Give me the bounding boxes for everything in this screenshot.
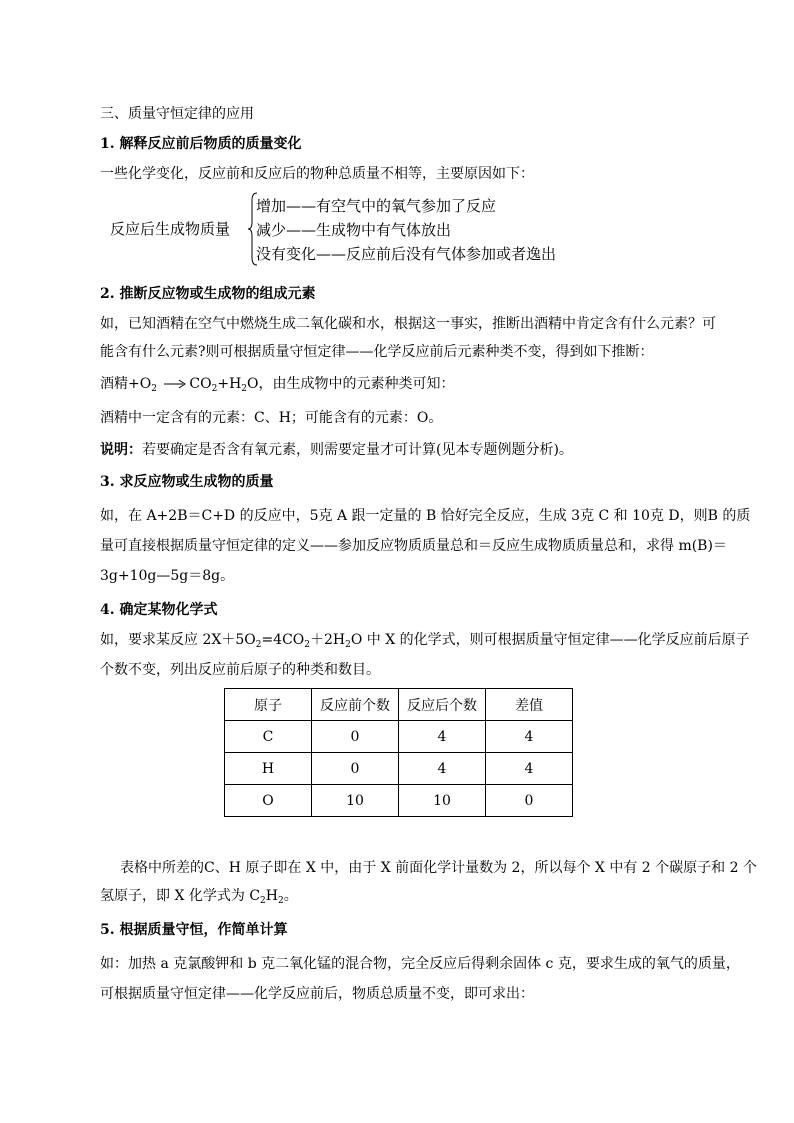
atom-count-table bbox=[224, 688, 573, 817]
s4-after1: 表格中所差的C、H 原子即在 X 中，由于 X 前面化学计量数为 2，所以每个 X 中有 2 个碳原子和 2 个 bbox=[120, 860, 757, 876]
s2-conclusion: 酒精中一定含有的元素：C、H；可能含有的元素：O。 bbox=[100, 410, 443, 426]
table-cell: 4 bbox=[486, 753, 573, 785]
table-cell: 0 bbox=[312, 721, 399, 753]
note-text: 若要确定是否含有氧元素，则需要定量才可计算(见本专题例题分析)。 bbox=[142, 442, 573, 458]
table-header: 原子 bbox=[225, 689, 312, 721]
section-title: 三、质量守恒定律的应用 bbox=[100, 106, 254, 122]
s2-para-line2: 能含有什么元素?则可根据质量守恒定律——化学反应前后元素种类不变，得到如下推断： bbox=[100, 344, 654, 360]
table-row bbox=[225, 753, 573, 785]
s3-line3: 3g+10g—5g＝8g。 bbox=[100, 568, 235, 584]
subscript: 2 bbox=[277, 896, 284, 906]
brace-label: 反应后生成物质量 bbox=[110, 220, 231, 238]
s4-text-part: H bbox=[265, 888, 278, 904]
s2-para-line1: 如，已知酒精在空气中燃烧生成二氧化碳和水，根据这一事实，推断出酒精中肯定含有什么元素？可 bbox=[100, 316, 716, 332]
s3-line1: 如，在 A+2B＝C+D 的反应中，5克 A 跟一定量的 B 恰好完全反应，生成 3克 C 和 10克 D，则B 的质 bbox=[100, 508, 751, 524]
heading-4: 4. 确定某物化学式 bbox=[100, 602, 218, 618]
s4-text-part: 如，要求某反应 2X＋5O bbox=[100, 632, 256, 648]
heading-3: 3. 求反应物或生成物的质量 bbox=[100, 474, 274, 490]
s3-line2: 量可直接根据质量守恒定律的定义——参加反应物质质量总和＝反应生成物质质量总和，求得 m(B)＝ bbox=[100, 538, 727, 554]
subscript: 2 bbox=[151, 384, 157, 394]
table-header: 反应前个数 bbox=[312, 689, 399, 721]
subscript: 2 bbox=[345, 640, 351, 650]
s5-line1: 如：加热 a 克氯酸钾和 b 克二氧化锰的混合物，完全反应后得剩余固体 c 克，要求生成的氧气的质量， bbox=[100, 956, 740, 972]
brace-item-decrease: 减少——生成物中有气体放出 bbox=[256, 221, 452, 239]
table-cell: O bbox=[225, 785, 312, 817]
table-row bbox=[225, 721, 573, 753]
s1-intro: 一些化学变化，反应前和反应后的物种总质量不相等，主要原因如下： bbox=[100, 166, 534, 182]
subscript: 2 bbox=[260, 896, 266, 906]
reaction-arrow-icon bbox=[163, 379, 187, 389]
s4-text-part: 。 bbox=[283, 888, 298, 904]
equation-co2: CO bbox=[189, 376, 212, 392]
equation-h2o: +H bbox=[217, 376, 242, 392]
s5-line2: 可根据质量守恒定律——化学反应前后，物质总质量不变，即可求出： bbox=[100, 986, 534, 1002]
table-header: 差值 bbox=[486, 689, 573, 721]
subscript: 2 bbox=[304, 640, 311, 650]
equation-tail: O，由生成物中的元素种类可知： bbox=[247, 376, 455, 392]
s2-note bbox=[100, 440, 573, 460]
subscript: 2 bbox=[255, 640, 262, 650]
equation-lhs: 酒精+O bbox=[100, 376, 152, 392]
s4-text-part: O 中 X 的化学式，则可根据质量守恒定律——化学反应前后原子 bbox=[350, 632, 750, 648]
table-row bbox=[225, 785, 573, 817]
heading-1: 1. 解释反应前后物质的质量变化 bbox=[100, 136, 302, 152]
subscript: 2 bbox=[241, 384, 248, 394]
s4-line2: 个数不变，列出反应前后原子的种类和数目。 bbox=[100, 662, 380, 678]
table-cell: 10 bbox=[312, 785, 399, 817]
table-cell: 4 bbox=[399, 753, 486, 785]
table-cell: 4 bbox=[486, 721, 573, 753]
table-cell: H bbox=[225, 753, 312, 785]
brace-item-increase: 增加——有空气中的氧气参加了反应 bbox=[256, 197, 497, 215]
s4-text-part: 氢原子，即 X 化学式为 C bbox=[100, 888, 261, 904]
table-header: 反应后个数 bbox=[399, 689, 486, 721]
s4-text-part: ＋2H bbox=[310, 632, 346, 648]
table-cell: 10 bbox=[399, 785, 486, 817]
note-label: 说明： bbox=[100, 442, 142, 458]
table-cell: 0 bbox=[486, 785, 573, 817]
s4-after2 bbox=[100, 886, 298, 911]
table-cell: 0 bbox=[312, 753, 399, 785]
s4-text-part: =4CO bbox=[261, 632, 305, 648]
table-header-row bbox=[225, 689, 573, 721]
brace-item-unchanged: 没有变化——反应前后没有气体参加或者逸出 bbox=[256, 245, 557, 263]
subscript: 2 bbox=[211, 384, 218, 394]
reaction-equation bbox=[100, 374, 455, 399]
heading-5: 5. 根据质量守恒，作简单计算 bbox=[100, 922, 288, 938]
s4-line1 bbox=[100, 630, 750, 655]
heading-2: 2. 推断反应物或生成物的组成元素 bbox=[100, 286, 316, 302]
table-cell: 4 bbox=[399, 721, 486, 753]
table-cell: C bbox=[225, 721, 312, 753]
